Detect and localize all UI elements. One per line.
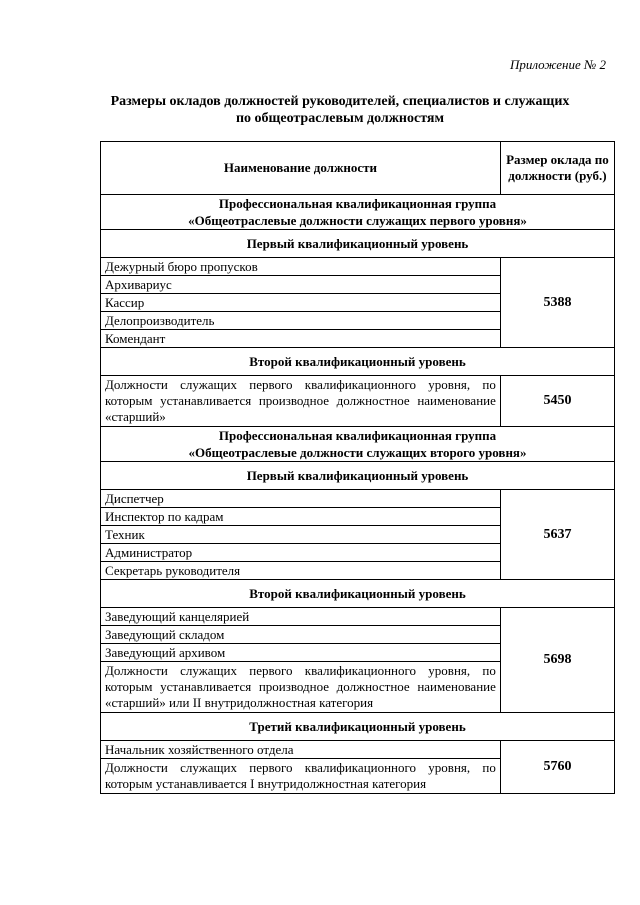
- group-1-level-1-title: Первый квалификационный уровень: [101, 230, 615, 258]
- position-name: Кассир: [101, 294, 501, 312]
- group-1-line-2: «Общеотраслевые должности служащих первого уровня»: [188, 213, 527, 228]
- level-row: [101, 230, 615, 258]
- level-row: [101, 462, 615, 490]
- title-line-1: Размеры окладов должностей руководителей, специалистов и служащих: [110, 94, 570, 109]
- level-row: [101, 348, 615, 376]
- position-name: Инспектор по кадрам: [101, 508, 501, 526]
- position-name: Заведующий архивом: [101, 644, 501, 662]
- salary-value: 5637: [500, 490, 614, 580]
- position-name: Техник: [101, 526, 501, 544]
- position-name: Диспетчер: [101, 490, 501, 508]
- group-2-level-3-title: Третий квалификационный уровень: [101, 713, 615, 741]
- position-name: Секретарь руководителя: [101, 562, 501, 580]
- table-row: [101, 490, 615, 508]
- appendix-label: Приложение № 2: [509, 57, 606, 72]
- position-name: Делопроизводитель: [101, 312, 501, 330]
- table-header-row: [101, 142, 615, 195]
- group-1-level-2-title: Второй квалификационный уровень: [101, 348, 615, 376]
- position-name: Заведующий канцелярией: [101, 608, 501, 626]
- group-row: [101, 195, 615, 230]
- position-name: Архивариус: [101, 276, 501, 294]
- position-name: Заведующий складом: [101, 626, 501, 644]
- position-name: Начальник хозяйственного отдела: [101, 741, 501, 759]
- salary-value: 5760: [500, 741, 614, 794]
- table-row: [101, 741, 615, 759]
- group-2-title: [101, 427, 615, 462]
- group-2-line-2: «Общеотраслевые должности служащих второго уровня»: [188, 445, 527, 460]
- title-line-2: по общеотраслевым должностям: [235, 111, 445, 126]
- group-2-level-2-title: Второй квалификационный уровень: [101, 580, 615, 608]
- position-name: Комендант: [101, 330, 501, 348]
- position-name: Должности служащих первого квалификационного уровня, по которым устанавливается производное должностное наименование «старший»: [101, 376, 501, 427]
- table-row: [101, 376, 615, 427]
- salary-value: 5450: [500, 376, 614, 427]
- group-2-level-1-title: Первый квалификационный уровень: [101, 462, 615, 490]
- position-name: Администратор: [101, 544, 501, 562]
- level-row: [101, 580, 615, 608]
- header-position-name: Наименование должности: [101, 142, 501, 195]
- table-row: [101, 258, 615, 276]
- salary-value: 5698: [500, 608, 614, 713]
- group-row: [101, 427, 615, 462]
- position-name: Дежурный бюро пропусков: [101, 258, 501, 276]
- group-1-title: [101, 195, 615, 230]
- position-name: Должности служащих первого квалификационного уровня, по которым устанавливается производное должностное наименование «старший» или II внутридолжностная категория: [101, 662, 501, 713]
- group-1-line-1: Профессиональная квалификационная группа: [218, 196, 497, 211]
- header-salary: Размер оклада по должности (руб.): [500, 142, 614, 195]
- position-name: Должности служащих первого квалификационного уровня, по которым устанавливается I внутридолжностная категория: [101, 759, 501, 794]
- group-2-line-1: Профессиональная квалификационная группа: [218, 428, 497, 443]
- table-row: [101, 608, 615, 626]
- document-title: [60, 93, 620, 127]
- salary-table: [100, 141, 615, 794]
- level-row: [101, 713, 615, 741]
- salary-value: 5388: [500, 258, 614, 348]
